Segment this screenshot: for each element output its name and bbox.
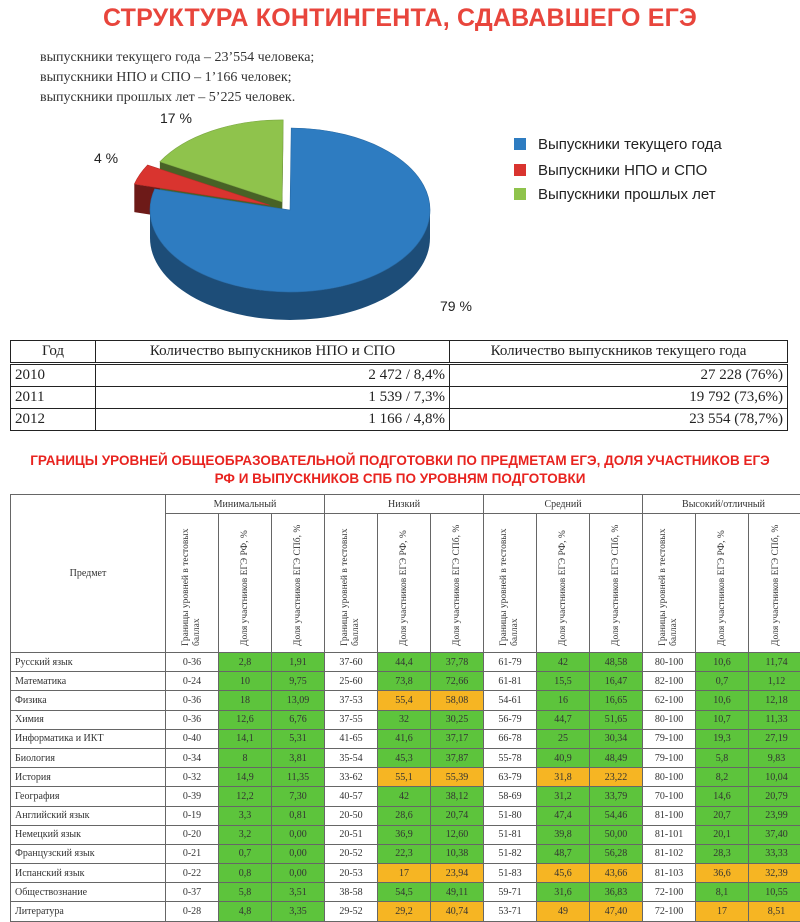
cell-current: 19 792 (73,6%) [450,387,788,409]
value-cell: 81-100 [643,806,696,825]
stat-line-current: выпускники текущего года – 23’554 человека; [40,50,314,66]
value-cell: 13,09 [272,691,325,710]
value-cell: 11,33 [749,710,800,729]
value-cell: 10,55 [749,883,800,902]
value-cell: 72,66 [431,672,484,691]
subheader-text: Доля участников ЕГЭ СПб, % [293,522,304,646]
value-cell: 37,40 [749,825,800,844]
value-cell: 25-60 [325,672,378,691]
subheader-rf [378,514,431,653]
value-cell: 16,65 [590,691,643,710]
value-cell: 8,1 [696,883,749,902]
value-cell: 33,79 [590,787,643,806]
value-cell: 55,1 [378,768,431,787]
value-cell: 61-79 [484,653,537,672]
value-cell: 80-100 [643,653,696,672]
table-row [11,387,788,409]
value-cell: 29,2 [378,902,431,921]
value-cell: 18 [219,691,272,710]
value-cell: 10,7 [696,710,749,729]
cell-npo: 2 472 / 8,4% [96,364,450,387]
subject-cell: Информатика и ИКТ [11,729,166,748]
value-cell: 23,94 [431,864,484,883]
value-cell: 1,12 [749,672,800,691]
cell-year: 2010 [11,364,96,387]
table-row [11,364,788,387]
value-cell: 72-100 [643,902,696,921]
value-cell: 72-100 [643,883,696,902]
value-cell: 0-36 [166,710,219,729]
value-cell: 37,87 [431,748,484,767]
pct-label-current: 79 % [440,298,472,314]
value-cell: 0-37 [166,883,219,902]
levels-table-body [11,653,800,922]
value-cell: 20-52 [325,844,378,863]
value-cell: 40-57 [325,787,378,806]
value-cell: 0-20 [166,825,219,844]
value-cell: 48,49 [590,748,643,767]
value-cell: 14,1 [219,729,272,748]
value-cell: 8 [219,748,272,767]
value-cell: 14,6 [696,787,749,806]
value-cell: 0-21 [166,844,219,863]
subject-cell: Немецкий язык [11,825,166,844]
subheader-text: Границы уровней в тестовых баллах [499,522,521,646]
subject-cell: Английский язык [11,806,166,825]
value-cell: 59-71 [484,883,537,902]
value-cell: 20,1 [696,825,749,844]
table-row [11,806,800,825]
value-cell: 36,83 [590,883,643,902]
value-cell: 15,5 [537,672,590,691]
levels-table-title: ГРАНИЦЫ УРОВНЕЙ ОБЩЕОБРАЗОВАТЕЛЬНОЙ ПОДГОТОВКИ ПО ПРЕДМЕТАМ ЕГЭ, ДОЛЯ УЧАСТНИКОВ ЕГЭ РФ И ВЫПУСКНИКОВ СПБ ПО УРОВНЯМ ПОДГОТОВКИ [20,452,780,488]
table-row [11,883,800,902]
value-cell: 0,8 [219,864,272,883]
value-cell: 10,6 [696,691,749,710]
subject-cell: Биология [11,748,166,767]
value-cell: 47,4 [537,806,590,825]
value-cell: 20-51 [325,825,378,844]
value-cell: 31,2 [537,787,590,806]
value-cell: 51-80 [484,806,537,825]
value-cell: 53-71 [484,902,537,921]
value-cell: 40,74 [431,902,484,921]
value-cell: 0-22 [166,864,219,883]
value-cell: 30,34 [590,729,643,748]
value-cell: 40,9 [537,748,590,767]
group-header-low: Низкий [325,495,484,514]
subheader-text: Доля участников ЕГЭ РФ, % [399,522,410,646]
value-cell: 43,66 [590,864,643,883]
value-cell: 11,74 [749,653,800,672]
value-cell: 81-102 [643,844,696,863]
value-cell: 62-100 [643,691,696,710]
legend-swatch-blue [514,138,526,150]
value-cell: 66-78 [484,729,537,748]
value-cell: 23,99 [749,806,800,825]
value-cell: 63-79 [484,768,537,787]
value-cell: 12,18 [749,691,800,710]
value-cell: 0-24 [166,672,219,691]
value-cell: 42 [378,787,431,806]
value-cell: 37-53 [325,691,378,710]
value-cell: 37-55 [325,710,378,729]
value-cell: 32 [378,710,431,729]
legend-label: Выпускники текущего года [538,136,722,153]
subheader-text: Границы уровней в тестовых баллах [340,522,362,646]
table-row [11,825,800,844]
group-header-minimal: Минимальный [166,495,325,514]
table-row [11,409,788,431]
value-cell: 16,47 [590,672,643,691]
value-cell: 55-78 [484,748,537,767]
value-cell: 0-34 [166,748,219,767]
value-cell: 28,6 [378,806,431,825]
subheader-text: Границы уровней в тестовых баллах [181,522,203,646]
value-cell: 0-28 [166,902,219,921]
cell-npo: 1 539 / 7,3% [96,387,450,409]
value-cell: 0-36 [166,691,219,710]
value-cell: 31,8 [537,768,590,787]
value-cell: 3,51 [272,883,325,902]
subheader-bounds [484,514,537,653]
value-cell: 0-39 [166,787,219,806]
pct-label-npo: 4 % [94,150,118,166]
value-cell: 33,33 [749,844,800,863]
value-cell: 37-60 [325,653,378,672]
value-cell: 44,7 [537,710,590,729]
value-cell: 54,46 [590,806,643,825]
subject-cell: Математика [11,672,166,691]
value-cell: 32,39 [749,864,800,883]
value-cell: 20,74 [431,806,484,825]
value-cell: 1,91 [272,653,325,672]
legend-item-current [514,136,722,153]
value-cell: 12,2 [219,787,272,806]
cell-current: 27 228 (76%) [450,364,788,387]
subheader-spb [272,514,325,653]
value-cell: 80-100 [643,710,696,729]
value-cell: 0,00 [272,825,325,844]
value-cell: 27,19 [749,729,800,748]
subject-cell: Литература [11,902,166,921]
subheader-text: Границы уровней в тестовых баллах [658,522,680,646]
value-cell: 4,8 [219,902,272,921]
table-row [11,691,800,710]
value-cell: 10,6 [696,653,749,672]
group-header-medium: Средний [484,495,643,514]
subheader-text: Доля участников ЕГЭ РФ, % [558,522,569,646]
value-cell: 51,65 [590,710,643,729]
value-cell: 0,7 [219,844,272,863]
stat-line-npo: выпускники НПО и СПО – 1’166 человек; [40,70,292,86]
value-cell: 51-81 [484,825,537,844]
value-cell: 58-69 [484,787,537,806]
value-cell: 0-32 [166,768,219,787]
value-cell: 36,9 [378,825,431,844]
value-cell: 20-53 [325,864,378,883]
subheader-spb [749,514,800,653]
value-cell: 56,28 [590,844,643,863]
subheader-bounds [325,514,378,653]
value-cell: 3,2 [219,825,272,844]
table-row [11,844,800,863]
value-cell: 2,8 [219,653,272,672]
cell-current: 23 554 (78,7%) [450,409,788,431]
table-row [11,710,800,729]
value-cell: 54,5 [378,883,431,902]
legend-label: Выпускники НПО и СПО [538,162,707,179]
value-cell: 20,7 [696,806,749,825]
value-cell: 49 [537,902,590,921]
value-cell: 17 [696,902,749,921]
cell-year: 2012 [11,409,96,431]
subheader-text: Доля участников ЕГЭ РФ, % [240,522,251,646]
value-cell: 20,79 [749,787,800,806]
value-cell: 31,6 [537,883,590,902]
table-row [11,729,800,748]
value-cell: 41,6 [378,729,431,748]
subject-header: Предмет [11,495,166,653]
value-cell: 0,81 [272,806,325,825]
value-cell: 11,35 [272,768,325,787]
graduates-by-year-table [10,340,788,431]
subject-cell: Русский язык [11,653,166,672]
table-row [11,653,800,672]
value-cell: 8,51 [749,902,800,921]
legend-swatch-red [514,164,526,176]
value-cell: 30,25 [431,710,484,729]
value-cell: 55,4 [378,691,431,710]
subheader-rf [219,514,272,653]
value-cell: 0,00 [272,844,325,863]
value-cell: 19,3 [696,729,749,748]
table-row [11,787,800,806]
subheader-bounds [166,514,219,653]
pct-label-past: 17 % [160,110,192,126]
value-cell: 9,83 [749,748,800,767]
value-cell: 48,58 [590,653,643,672]
value-cell: 82-100 [643,672,696,691]
value-cell: 70-100 [643,787,696,806]
value-cell: 29-52 [325,902,378,921]
value-cell: 28,3 [696,844,749,863]
subject-cell: История [11,768,166,787]
value-cell: 10 [219,672,272,691]
stat-line-past: выпускники прошлых лет – 5’225 человек. [40,90,295,106]
value-cell: 56-79 [484,710,537,729]
value-cell: 17 [378,864,431,883]
value-cell: 55,39 [431,768,484,787]
value-cell: 16 [537,691,590,710]
value-cell: 12,6 [219,710,272,729]
subheader-text: Доля участников ЕГЭ СПб, % [611,522,622,646]
levels-table [10,494,800,922]
col-header-year: Год [11,341,96,364]
legend-item-past [514,186,716,203]
subheader-text: Доля участников ЕГЭ РФ, % [717,522,728,646]
value-cell: 45,3 [378,748,431,767]
legend-swatch-green [514,188,526,200]
value-cell: 5,8 [696,748,749,767]
value-cell: 38-58 [325,883,378,902]
table-row [11,902,800,921]
value-cell: 0-36 [166,653,219,672]
value-cell: 80-100 [643,768,696,787]
col-header-current: Количество выпускников текущего года [450,341,788,364]
value-cell: 37,78 [431,653,484,672]
value-cell: 0,00 [272,864,325,883]
value-cell: 79-100 [643,729,696,748]
value-cell: 10,38 [431,844,484,863]
value-cell: 61-81 [484,672,537,691]
value-cell: 48,7 [537,844,590,863]
legend-label: Выпускники прошлых лет [538,186,716,203]
value-cell: 6,76 [272,710,325,729]
value-cell: 47,40 [590,902,643,921]
subheader-text: Доля участников ЕГЭ СПб, % [771,522,782,646]
subject-cell: Испанский язык [11,864,166,883]
value-cell: 3,81 [272,748,325,767]
cell-year: 2011 [11,387,96,409]
legend-item-npo [514,162,707,179]
value-cell: 38,12 [431,787,484,806]
pie-chart [100,100,490,330]
value-cell: 0-40 [166,729,219,748]
value-cell: 41-65 [325,729,378,748]
value-cell: 58,08 [431,691,484,710]
table-row [11,768,800,787]
subject-cell: Французский язык [11,844,166,863]
page-title: СТРУКТУРА КОНТИНГЕНТА, СДАВАВШЕГО ЕГЭ [0,4,800,33]
value-cell: 5,31 [272,729,325,748]
value-cell: 39,8 [537,825,590,844]
table-row [11,864,800,883]
value-cell: 36,6 [696,864,749,883]
value-cell: 20-50 [325,806,378,825]
value-cell: 10,04 [749,768,800,787]
subject-cell: Обществознание [11,883,166,902]
subject-cell: Физика [11,691,166,710]
value-cell: 25 [537,729,590,748]
value-cell: 0-19 [166,806,219,825]
value-cell: 3,3 [219,806,272,825]
value-cell: 9,75 [272,672,325,691]
cell-npo: 1 166 / 4,8% [96,409,450,431]
subject-cell: География [11,787,166,806]
value-cell: 37,17 [431,729,484,748]
value-cell: 51-83 [484,864,537,883]
subheader-spb [431,514,484,653]
value-cell: 44,4 [378,653,431,672]
value-cell: 81-101 [643,825,696,844]
value-cell: 79-100 [643,748,696,767]
value-cell: 73,8 [378,672,431,691]
value-cell: 35-54 [325,748,378,767]
value-cell: 22,3 [378,844,431,863]
value-cell: 12,60 [431,825,484,844]
subheader-spb [590,514,643,653]
value-cell: 23,22 [590,768,643,787]
value-cell: 50,00 [590,825,643,844]
value-cell: 7,30 [272,787,325,806]
subheader-bounds [643,514,696,653]
value-cell: 81-103 [643,864,696,883]
table-row [11,672,800,691]
subject-cell: Химия [11,710,166,729]
value-cell: 45,6 [537,864,590,883]
group-header-high: Высокий/отличный [643,495,800,514]
value-cell: 42 [537,653,590,672]
value-cell: 3,35 [272,902,325,921]
subheader-text: Доля участников ЕГЭ СПб, % [452,522,463,646]
subheader-rf [537,514,590,653]
value-cell: 54-61 [484,691,537,710]
subheader-rf [696,514,749,653]
col-header-npo: Количество выпускников НПО и СПО [96,341,450,364]
value-cell: 8,2 [696,768,749,787]
value-cell: 0,7 [696,672,749,691]
value-cell: 49,11 [431,883,484,902]
table-row [11,748,800,767]
value-cell: 5,8 [219,883,272,902]
value-cell: 51-82 [484,844,537,863]
value-cell: 33-62 [325,768,378,787]
value-cell: 14,9 [219,768,272,787]
